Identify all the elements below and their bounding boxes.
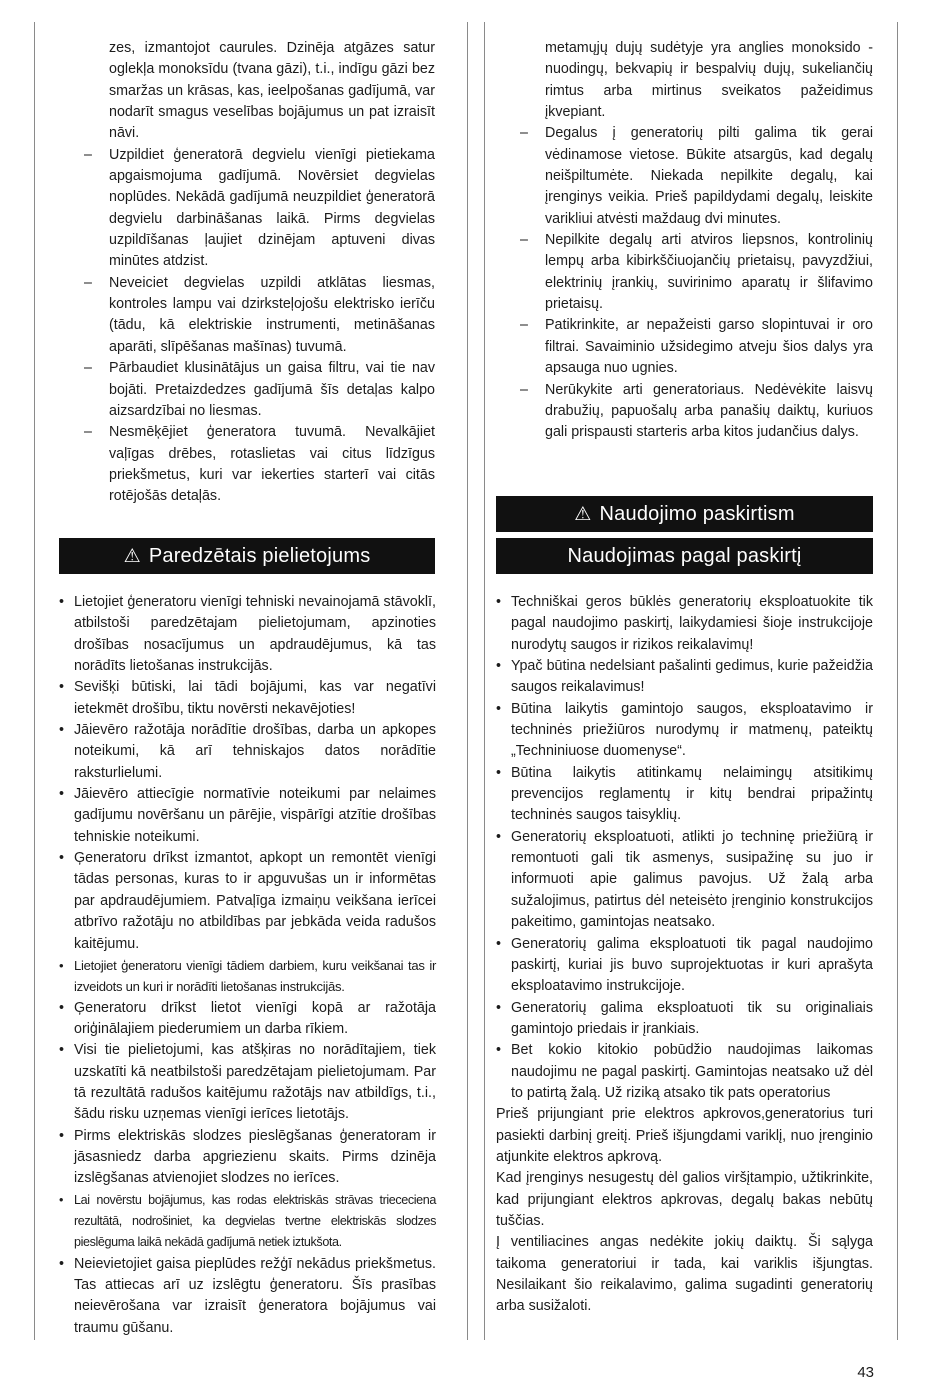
right-paragraph: Kad įrenginys nesugestų dėl galios viršįtampio, užtikrinkite, kad prijungiant elektros apkrovas, degalų bakas nebūtų tuščias.	[496, 1170, 873, 1229]
page-number: 43	[857, 1364, 874, 1381]
left-dash-item: – Pārbaudiet klusinātājus un gaisa filtru, vai tie nav bojāti. Pretaizdedzes gadījumā šīs detaļas kalpo aizsardzībai no liesmas.	[84, 358, 435, 422]
left-bullet-item: • Lietojiet ģeneratoru vienīgi tehniski nevainojamā stāvoklī, atbilstoši paredzētajam pielietojumam, apzinoties drošības nosacījumus un apdraudējumus, kā tas norādīts lietošanas instrukcijās.	[59, 592, 436, 677]
right-dash-item: – Degalus į generatorių pilti galima tik gerai vėdinamose vietose. Būkite atsargūs, kad degalų neišpiltumėte. Niekada nepilkite degalų, kai įrenginys veikia. Prieš papildydami degalų, leiskite varikliui atvėsti maždaug dvi minutes.	[520, 123, 873, 230]
warning-triangle-icon: ⚠	[574, 504, 592, 525]
right-dash-item: – Nepilkite degalų arti atviros liepsnos, kontrolinių lempų arba kibirkščiuojančių prietaisų, pavyzdžiui, elektrinių įrankių, suvirinimo aparatų ir šlifavimo prietaisų.	[520, 230, 873, 315]
right-bullet-item: • Generatorių galima eksploatuoti tik pagal naudojimo paskirtį, kuriai jis buvo suprojektuotas ir kuri aprašyta eksploatavimo instrukcijoje.	[496, 934, 873, 998]
right-bullet-item: • Generatorių galima eksploatuoti tik su originaliais gamintojo priedais ir įrankiais.	[496, 998, 873, 1041]
right-paragraph: Prieš prijungiant prie elektros apkrovos,generatorius turi pasiekti darbinį greitį. Prieš išjungdami variklį, nuo įrenginio atjunkite elektros apkrovą.	[496, 1106, 873, 1165]
center-rule-right	[484, 22, 485, 1340]
right-bullet-item: • Generatorių eksploatuoti, atlikti jo techninę priežiūrą ir remontuoti gali tik asmenys, susipažinę su juo ir informuoti apie galimus pavojus. Už žalą arba sužalojimus, patirtus dėl neteisėto įrenginio konstrukcijos pakeitimo, gamintojas neatsako.	[496, 827, 873, 934]
left-section-heading	[59, 538, 435, 574]
right-safety-continued	[520, 38, 873, 444]
right-bullet-list	[496, 592, 873, 1318]
left-bullet-item: • Ģeneratoru drīkst izmantot, apkopt un remontēt vienīgi tādas personas, kuras to ir apguvušas un ir informētas par apdraudējumiem. Patvaļīga izmaiņu veikšana ierīcei atbrīvo ražotāju no atbildības par jebkāda veida radušos kaitējumu.	[59, 848, 436, 955]
left-bullet-item: • Pirms elektriskās slodzes pieslēgšanas ģeneratoram ir jāsasniedz darba apgriezienu skaits. Pirms dzinēja izslēgšanas atvienojiet slodzes no ierīces.	[59, 1126, 436, 1190]
left-bullet-list	[59, 592, 436, 1339]
left-heading-text: Paredzētais pielietojums	[148, 545, 371, 567]
left-bullet-item: • Visi tie pielietojumi, kas atšķiras no norādītajiem, tiek uzskatīti kā neatbilstoši paredzētajam pielietojumam. Par tā rezultātā radušos kaitējumu ražotājs nav atbildīgs, t.i., šādu risku uzņemas vienīgi ierīces lietotājs.	[59, 1040, 436, 1125]
right-heading2-text: Naudojimas pagal paskirtį	[567, 545, 802, 567]
right-bullet-item: • Bet kokio kitokio pobūdžio naudojimas laikomas naudojimu ne pagal paskirtį. Gamintojas neatsako už dėl to patirtą žalą. Už riziką atsako tik pats operatorius	[496, 1040, 873, 1104]
right-dash-item: – Patikrinkite, ar nepažeisti garso slopintuvai ir oro filtrai. Savaiminio užsidegimo atveju šios dalys yra apsauga nuo ugnies.	[520, 315, 873, 379]
left-bullet-item: • Jāievēro ražotāja norādītie drošības, darba un apkopes noteikumi, kā arī tehniskajos datos norādītie raksturlielumi.	[59, 720, 436, 784]
right-bullet-item: • Būtina laikytis gamintojo saugos, eksploatavimo ir techninės priežiūros nurodymų ir matmenų, pateiktų „Techniniuose duomenyse“.	[496, 699, 873, 763]
right-paragraph: Į ventiliacines angas nedėkite jokių daiktų. Ši sąlyga taikoma generatoriui ir tada, kai variklis išjungtas. Nesilaikant šio reikalavimo, galima sugadinti generatorių arba susižaloti.	[496, 1234, 873, 1315]
right-margin-rule	[897, 22, 898, 1340]
right-dash-item: – Nerūkykite arti generatoriaus. Nedėvėkite laisvų drabužių, papuošalų arba panašių daiktų, kuriuos gali prispausti starteris arba kitos judančius dalys.	[520, 380, 873, 444]
right-section-heading-1	[496, 496, 873, 532]
left-dash-item: – Nesmēķējiet ģeneratora tuvumā. Nevalkājiet vaļīgas drēbes, rotaslietas vai citus līdzīgus priekšmetus, kuri var iekerties starterī vai citās rotējošās detaļās.	[84, 422, 435, 507]
warning-triangle-icon: ⚠	[123, 546, 141, 567]
left-dash-item: – Neveiciet degvielas uzpildi atklātas liesmas, kontroles lampu vai dzirksteļojošu elektrisko ierīču (tādu, kā elektriskie instrumenti, metināšanas aparāti, slīpēšanas mašīnas) tuvumā.	[84, 273, 435, 358]
left-intro-text: zes, izmantojot caurules. Dzinēja atgāzes satur oglekļa monoksīdu (tvana gāzi), t.i., indīgu gāzi bez smaržas un krāsas, kas, ieelpošanas gadījumā, var nodarīt smagus veselības bojājumus un pat izraisīt nāvi.	[109, 40, 435, 142]
right-section-heading-2	[496, 538, 873, 574]
left-safety-continued	[84, 38, 435, 508]
right-bullet-item: • Ypač būtina nedelsiant pašalinti gedimus, kurie pažeidžia saugos reikalavimus!	[496, 656, 873, 699]
right-bullet-item: • Techniškai geros būklės generatorių eksploatuokite tik pagal naudojimo paskirtį, laikydamiesi šioje instrukcijoje nurodytų saugos ir rizikos reikalavimų!	[496, 592, 873, 656]
left-bullet-item: • Jāievēro attiecīgie normatīvie noteikumi par nelaimes gadījumu novēršanu un pārējie, vispārīgi atzītie drošības tehniskie noteikumi.	[59, 784, 436, 848]
left-bullet-item: • Lai novērstu bojājumus, kas rodas elektriskās strāvas triececiena rezultātā, nodrošiniet, ka degvielas tvertne elektriskās slodzes pieslēguma laikā nekādā gadījumā netiek iztukšota.	[59, 1190, 436, 1254]
left-bullet-item: • Sevišķi būtiski, lai tādi bojājumi, kas var negatīvi ietekmēt drošību, tiktu novērsti nekavējoties!	[59, 677, 436, 720]
left-margin-rule	[34, 22, 35, 1340]
right-bullet-item: • Būtina laikytis atitinkamų nelaimingų atsitikimų prevencijos reglamentų ir kitų bendrai pripažintų techninės saugos taisyklių.	[496, 763, 873, 827]
left-bullet-item: • Lietojiet ģeneratoru vienīgi tādiem darbiem, kuru veikšanai tas ir izveidots un kuri ir norādīti lietošanas instrukcijās.	[59, 955, 436, 998]
left-bullet-item: • Ģeneratoru drīkst lietot vienīgi kopā ar ražotāja oriģinālajiem piederumiem un darba rīkiem.	[59, 998, 436, 1041]
right-heading1-text: Naudojimo paskirtism	[599, 503, 795, 525]
right-intro-text: metamųjų dujų sudėtyje yra anglies monoksido - nuodingų, bekvapių ir bespalvių dujų, sukeliančių rimtus arba mirtinus sveikatos pažeidimus įkvepiant.	[545, 40, 873, 121]
center-rule-left	[467, 22, 468, 1340]
left-dash-item: – Uzpildiet ģeneratorā degvielu vienīgi pietiekama apgaismojuma gadījumā. Novērsiet degvielas noplūdes. Nekādā gadījumā neuzpildiet ģeneratorā degvielu darbināšanas laikā. Pirms degvielas uzpildīšanas ļaujiet dzinējam aptuveni divas minūtes atdzist.	[84, 145, 435, 273]
left-bullet-item: • Neievietojiet gaisa pieplūdes režģī nekādus priekšmetus. Tas attiecas arī uz izslēgtu ģeneratoru. Šīs prasības neievērošana var izraisīt ģeneratora bojājumus vai traumu gūšanu.	[59, 1254, 436, 1339]
